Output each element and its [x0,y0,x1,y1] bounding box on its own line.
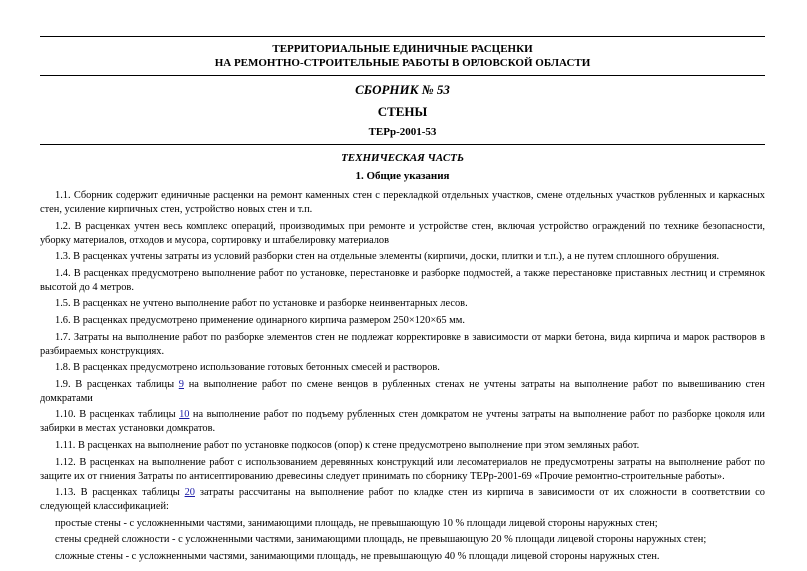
table-9-link[interactable]: 9 [178,378,184,390]
paragraph-1-4: 1.4. В расценках предусмотрено выполнение работ по установке, перестановке и разборке подмостей, а также перестановке приставных лестниц и стремянок высотой до 4 метров. [40,267,765,293]
classification-complex-walls: сложные стены - с усложненными частями, занимающими площадь, не превышающую 40 % площади лицевой стороны наружных стен. [55,550,660,562]
paragraph-1-8: 1.8. В расценках предусмотрено использование готовых бетонных смесей и растворов. [55,362,440,374]
paragraph-1-3: 1.3. В расценках учтены затраты из условий разборки стен на отдельные элементы (кирпичи, доски, плитки и т.п.), а не путем сплошного обрушения. [55,251,720,263]
paragraph-1-9 [40,378,765,406]
paragraph-1-5: 1.5. В расценках не учтено выполнение работ по установке и разборке неинвентарных лесов. [55,298,468,310]
section-heading: 1. Общие указания [355,170,450,182]
paragraph-1-10-text-a: 1.10. В расценках таблицы [55,409,180,421]
table-10-link[interactable]: 10 [179,409,190,421]
header-rule [40,75,765,76]
paragraph-1-13-text-a: 1.13. В расценках таблицы [55,487,185,499]
classification-medium-walls: стены средней сложности - с усложненными частями, занимающими площадь, не превышающую 20 % площади лицевой стороны наружных стен; [55,534,707,546]
paragraph-1-2: 1.2. В расценках учтен весь комплекс операций, производимых при ремонте и устройстве стен, включая устройство ограждений по технике безопасности, уборку материалов, отходов и мусора, сортировку и штабелировку материалов [40,220,765,246]
paragraph-1-6: 1.6. В расценках предусмотрено применение одинарного кирпича размером 250×120×65 мм. [55,314,465,326]
document-body [40,189,765,567]
document-title: СТЕНЫ [377,104,428,119]
classification-simple-walls: простые стены - с усложненными частями, занимающими площадь, не превышающую 10 % площади лицевой стороны наружных стен; [55,517,658,529]
paragraph-1-10-text-b: на выполнение работ по подъему рубленных стен домкратом не учтены затраты на выполнение работ по разборке цоколя или забирки в местах установки домкратов. [40,409,765,435]
title-rule [40,144,765,145]
document-code: ТЕРр-2001-53 [368,126,437,138]
table-20-link[interactable]: 20 [184,487,195,499]
header-line-1: ТЕРРИТОРИАЛЬНЫЕ ЕДИНИЧНЫЕ РАСЦЕНКИ [272,43,533,55]
paragraph-1-1: 1.1. Сборник содержит единичные расценки на ремонт каменных стен с перекладкой отдельных участков, смене отдельных участков рубленных и каркасных стен, усиление кирпичных стен, устройство новых стен и т.п. [40,190,765,215]
collection-number: СБОРНИК № 53 [355,82,450,97]
header-line-2: НА РЕМОНТНО-СТРОИТЕЛЬНЫЕ РАБОТЫ В ОРЛОВСКОЙ ОБЛАСТИ [214,57,591,69]
top-rule [40,36,765,37]
paragraph-1-13-text-b: затраты рассчитаны на выполнение работ по кладке стен из кирпича в зависимости от их сложности в соответствии со следующей классификацией: [40,487,765,513]
paragraph-1-12: 1.12. В расценках на выполнение работ с использованием деревянных конструкций или лесоматериалов не предусмотрены затраты на выполнение работ по защите их от гниения Затраты по антисептированию древесины следует принимать по сборнику ТЕРр-2001-69 «Прочие ремонтно-строительные работы». [40,456,765,482]
technical-part-heading: ТЕХНИЧЕСКАЯ ЧАСТЬ [341,152,464,164]
paragraph-1-11: 1.11. В расценках на выполнение работ по установке подкосов (опор) к стене предусмотрено выполнение при этом земляных работ. [55,439,640,451]
paragraph-1-10 [40,408,765,436]
paragraph-1-7: 1.7. Затраты на выполнение работ по разборке элементов стен не подлежат корректировке в зависимости от марки бетона, вида кирпича и марок растворов в разбираемых конструкциях. [40,331,765,357]
paragraph-1-9-text-a: 1.9. В расценках таблицы [55,378,179,390]
paragraph-1-13 [40,486,765,514]
paragraph-1-9-text-b: на выполнение работ по смене венцов в рубленных стенах не учтены затраты на выполнение работ по вывешиванию стен домкратами [40,378,765,404]
